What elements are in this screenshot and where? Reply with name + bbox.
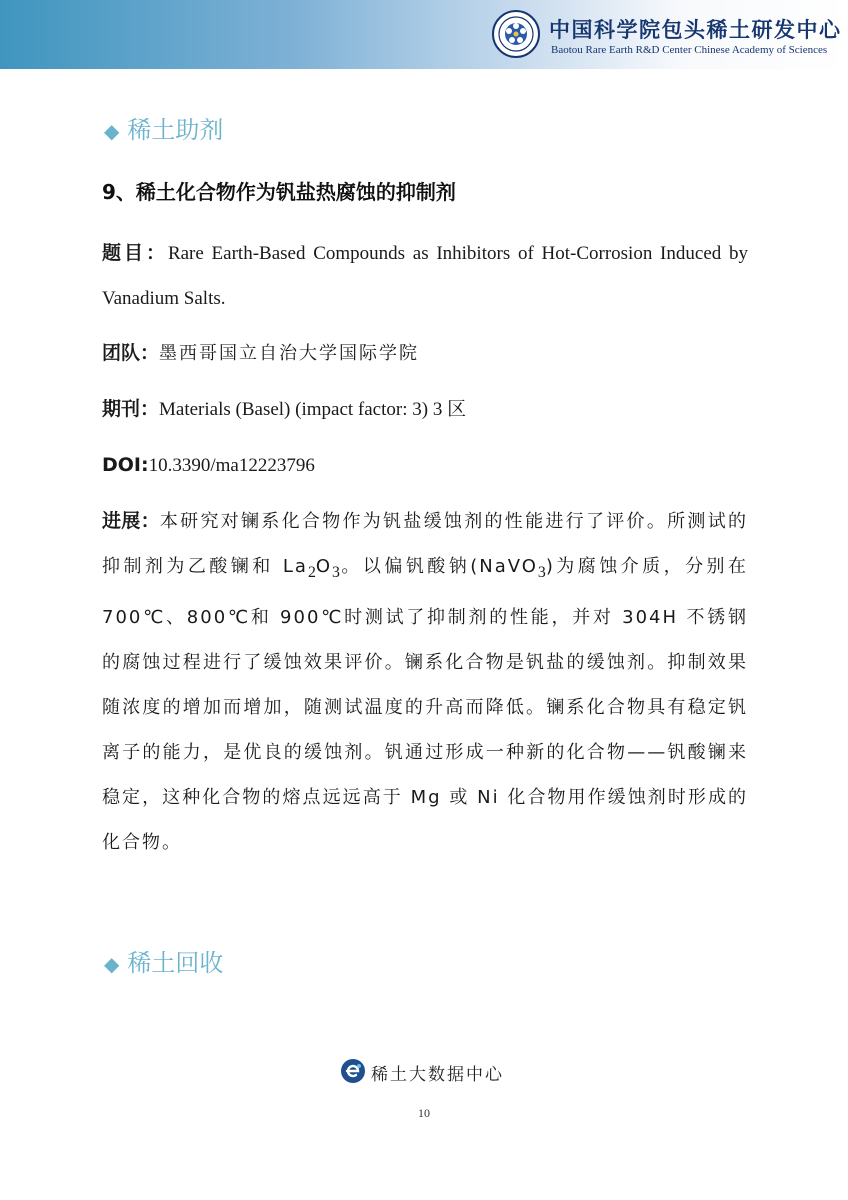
doi-label: DOI: xyxy=(102,454,149,476)
doi-text: 10.3390/ma12223796 xyxy=(148,455,315,476)
org-name-cn: 中国科学院包头稀土研发中心 xyxy=(549,17,842,42)
org-name-en: Baotou Rare Earth R&D Center Chinese Academy of Sciences xyxy=(551,44,828,56)
team-label: 团队： xyxy=(102,342,160,364)
team-field xyxy=(102,331,748,376)
journal-text: Materials (Basel) (impact factor: 3) 3 区 xyxy=(159,399,467,420)
subscript-3b: 3 xyxy=(537,563,546,581)
footer-brand-text: 稀土大数据中心 xyxy=(371,1065,504,1085)
page-number: 10 xyxy=(418,1106,430,1120)
item-title: 9、稀土化合物作为钒盐热腐蚀的抑制剂 xyxy=(102,180,456,204)
progress-label: 进展： xyxy=(102,510,160,532)
section-title: 稀土回收 xyxy=(127,949,224,977)
progress-text-3: 。以偏钒酸钠(NaVO xyxy=(339,556,538,577)
journal-field xyxy=(102,387,748,432)
subscript-3: 3 xyxy=(332,563,340,581)
progress-text-4: )为腐蚀介质，分别在 700℃、800℃和 900℃时测试了抑制剂的性能，并对 304H 不锈钢的腐蚀过程进行了缓蚀效果评价。镧系化合物是钒盐的缓蚀剂。抑制效果随浓度的增加而增加，随测试温度的升高而降低。镧系化合物具有稳定钒离子的能力，是优良的缓蚀剂。钒通过形成一种新的化合物——钒酸镧来稳定，这种化合物的熔点远远高于 Mg 或 Ni 化合物用作缓蚀剂时形成的化合物。 xyxy=(102,556,748,853)
progress-text-2: O xyxy=(315,556,333,577)
topic-text: Rare Earth-Based Compounds as Inhibitors of Hot-Corrosion Induced by Vanadium Salts. xyxy=(102,243,748,309)
section-heading-additives xyxy=(104,110,223,145)
big-data-logo-icon xyxy=(340,1058,366,1088)
topic-field xyxy=(102,231,748,321)
progress-field xyxy=(102,499,748,865)
diamond-icon: ◆ xyxy=(104,952,120,976)
topic-label: 题目： xyxy=(102,242,168,264)
cas-emblem-icon xyxy=(492,10,540,58)
section-heading-recycling xyxy=(104,943,223,978)
subscript-2: 2 xyxy=(307,563,316,581)
diamond-icon: ◆ xyxy=(104,119,120,143)
team-text: 墨西哥国立自治大学国际学院 xyxy=(159,343,420,364)
page-header xyxy=(0,0,848,69)
progress-text-1: 本研究对镧系化合物作为钒盐缓蚀剂的性能进行了评价。所测试的抑制剂为乙酸镧和 La xyxy=(102,511,748,577)
section-title: 稀土助剂 xyxy=(127,116,224,144)
doi-field xyxy=(102,443,748,488)
journal-label: 期刊： xyxy=(102,398,160,420)
